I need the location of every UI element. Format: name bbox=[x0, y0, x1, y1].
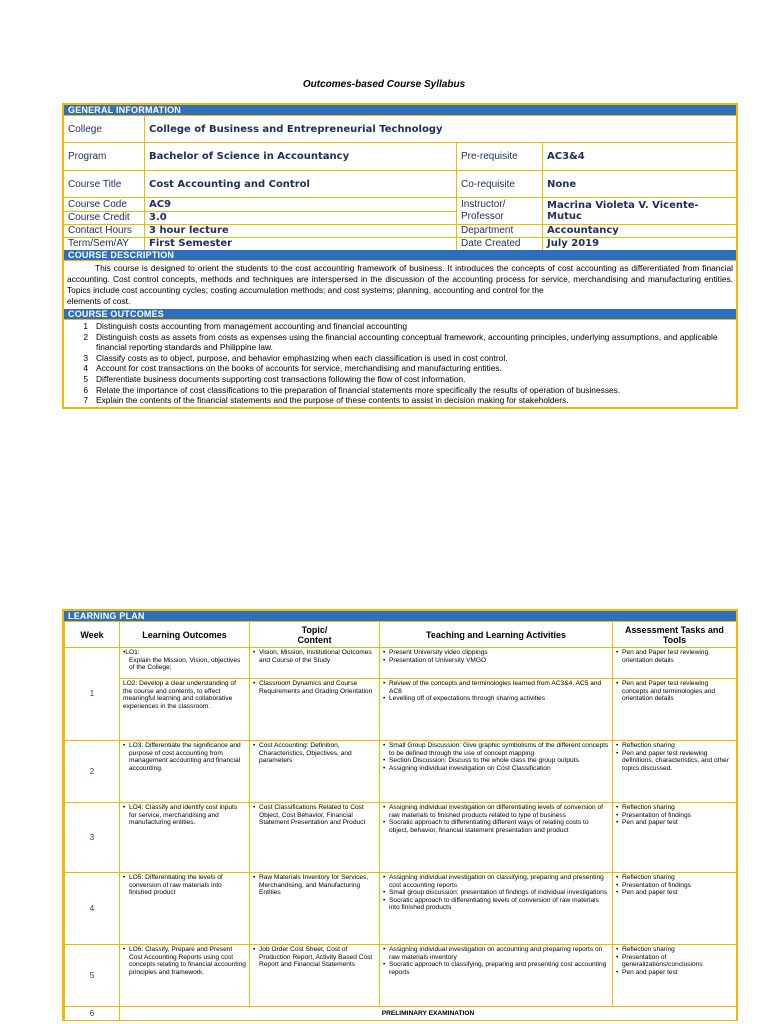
table-row bbox=[65, 945, 737, 1007]
preliminary-exam-cell: PRELIMINARY EXAMINATION bbox=[120, 1007, 737, 1021]
list-item: 1 Distinguish costs accounting from management accounting and financial accounting bbox=[83, 321, 407, 331]
prerequisite-label: Pre-requisite bbox=[456, 143, 542, 170]
program-value: Bachelor of Science in Accountancy bbox=[144, 143, 456, 170]
college-row bbox=[64, 115, 736, 142]
outcome-cell: • LO6: Classify, Prepare and Present Cost Accounting Reports using cost concepts relating to financial accounting principles and framework. bbox=[120, 945, 250, 1007]
assessment-cell: • Reflection sharing • Presentation of findings • Pen and paper test bbox=[613, 803, 737, 873]
assessment-cell: • Reflection sharing • Pen and paper test reviewing definitions, characteristics, and other topics discussed. bbox=[613, 741, 737, 803]
term-label: Term/Sem/AY bbox=[64, 237, 144, 250]
course-code-row bbox=[64, 197, 736, 224]
course-credit-label: Course Credit bbox=[64, 211, 144, 224]
outcome-cell: • LO3: Differentiate the significance and purpose of cost accounting from management accounting and financial accounting. bbox=[120, 741, 250, 803]
assessment-cell: • Pen and Paper test reviewing orientation details bbox=[613, 648, 737, 679]
course-description-header: COURSE DESCRIPTION bbox=[64, 250, 736, 260]
outcome-cell: • LO4: Classify and identify cost inputs for service, merchandising and manufacturing entities. bbox=[120, 803, 250, 873]
activities-cell: • Assigning individual investigation on differentiating levels of conversion of raw materials to finished products related to type of business • Socratic approach to differentiating different ways of relating costs to object, behavior, financial statement presentation and product bbox=[380, 803, 613, 873]
activities-cell: • Review of the concepts and terminologies learned from AC3&4, AC5 and AC6 • Levelling off of expectations through sharing activities bbox=[380, 679, 613, 741]
college-label: College bbox=[68, 123, 102, 135]
document-title: Outcomes-based Course Syllabus bbox=[302, 79, 466, 90]
prerequisite-value: AC3&4 bbox=[542, 143, 736, 170]
topic-cell: • Raw Materials Inventory for Services, Merchandising, and Manufacturing Entities bbox=[250, 873, 380, 945]
department-date-labels bbox=[456, 225, 542, 250]
instructor-value: Macrina Violeta V. Vicente-Mutuc bbox=[542, 198, 736, 224]
list-item: 5 Differentiate business documents supporting cost transactions following the flow of cost information. bbox=[83, 373, 466, 384]
topic-cell: • Job Order Cost Sheet, Cost of Production Report, Activity Based Cost Report and Financial Statements bbox=[250, 945, 380, 1007]
activities-cell: • Small Group Discussion: Give graphic symbolisms of the different concepts to be defined through the use of concept mapping • Section Discussion: Discuss to the whole class the group outputs • Assigning individual investigation on Cost Classification bbox=[380, 741, 613, 803]
course-credit-value: 3.0 bbox=[145, 211, 456, 224]
list-item: 6 Relate the importance of cost classifications to the preparation of financial statements more specifically the results of operation of businesses. bbox=[83, 384, 621, 395]
list-item: 4 Account for cost transactions on the books of accounts for service, merchandising and manufacturing entities. bbox=[83, 363, 502, 374]
contact-hours-row bbox=[64, 224, 736, 250]
learning-plan-table bbox=[62, 609, 738, 1021]
activities-cell: • Present University video clippings • Presentation of University VMGO bbox=[380, 648, 613, 679]
assessment-cell: • Reflection sharing • Presentation of generalizations/conclusions • Pen and paper test bbox=[613, 945, 737, 1007]
term-value: First Semester bbox=[145, 237, 456, 250]
week-cell: 5 bbox=[65, 945, 120, 1007]
program-row bbox=[64, 142, 736, 170]
col-week: Week bbox=[65, 622, 120, 648]
date-created-value: July 2019 bbox=[543, 237, 736, 250]
contact-term-labels bbox=[64, 225, 144, 250]
corequisite-value: None bbox=[542, 171, 736, 197]
department-date-values bbox=[542, 225, 736, 250]
college-value: College of Business and Entrepreneurial Technology bbox=[144, 116, 736, 142]
contact-term-values bbox=[144, 225, 456, 250]
table-row bbox=[65, 1007, 737, 1021]
course-outcomes-header: COURSE OUTCOMES bbox=[64, 309, 736, 319]
week-cell: 3 bbox=[65, 803, 120, 873]
topic-cell: • Cost Classifications Related to Cost Object, Cost Behavior, Financial Statement Presentation and Product bbox=[250, 803, 380, 873]
contact-hours-label: Contact Hours bbox=[68, 225, 132, 236]
week-cell: 4 bbox=[65, 873, 120, 945]
course-title-row bbox=[64, 170, 736, 197]
course-description-text: This course is designed to orient the students to the cost accounting framework of business. It introduces the concepts of cost accounting as differentiated from financial accounting. Cost control concepts, methods and techniques are interspersed in the discussion of the accounting process for service, merchandising and manufacturing entities. Topics include cost accounting cycles; costing accumulation methods; and cost systems; planning, accounting and control for the elements of cost. bbox=[64, 260, 736, 309]
table-header-row bbox=[65, 622, 737, 648]
list-item: 2 Distinguish costs as assets from costs as expenses using the financial accounting conceptual framework, accounting principles, underlying assumptions, and applicable financial reporting standards and Philippine law. bbox=[83, 331, 718, 353]
col-learning-outcomes: Learning Outcomes bbox=[120, 622, 250, 648]
program-label: Program bbox=[68, 151, 107, 162]
corequisite-label: Co-requisite bbox=[456, 171, 542, 197]
week-cell: 1 bbox=[65, 648, 120, 741]
course-outcomes-list bbox=[64, 319, 736, 407]
table-row bbox=[65, 679, 737, 741]
date-created-label: Date Created bbox=[457, 237, 542, 250]
course-code-value: AC9 bbox=[149, 198, 172, 210]
course-code-credit-values bbox=[144, 198, 456, 224]
col-assessment: Assessment Tasks and Tools bbox=[613, 622, 737, 648]
table-row bbox=[65, 648, 737, 679]
table-row bbox=[65, 873, 737, 945]
activities-cell: • Assigning individual investigation on accounting and preparing reports on raw materials inventory • Socratic approach to classifying, preparing and presenting cost accounting reports bbox=[380, 945, 613, 1007]
week-cell: 6 bbox=[65, 1007, 120, 1021]
topic-cell: • Cost Accounting: Definition, Characteristics, Objectives, and parameters bbox=[250, 741, 380, 803]
course-title-label: Course Title bbox=[68, 178, 122, 190]
week-cell: 2 bbox=[65, 741, 120, 803]
learning-plan-header: LEARNING PLAN bbox=[64, 611, 736, 621]
general-information-table bbox=[62, 103, 738, 409]
topic-cell: • Classroom Dynamics and Course Requirements and Grading Orientation bbox=[250, 679, 380, 741]
contact-hours-value: 3 hour lecture bbox=[149, 225, 229, 236]
list-item: 3 Classify costs as to object, purpose, and behavior emphasizing when each classification is used in cost control. bbox=[83, 352, 508, 363]
outcome-cell: •LO1: Explain the Mission, Vision, objectives of the College; bbox=[120, 648, 250, 679]
general-information-header: GENERAL INFORMATION bbox=[64, 105, 736, 115]
assessment-cell: • Pen and Paper test reviewing concepts and terminologies and orientation details bbox=[613, 679, 737, 741]
col-activities: Teaching and Learning Activities bbox=[380, 622, 613, 648]
department-value: Accountancy bbox=[547, 225, 619, 236]
list-item: 7 Explain the contents of the financial statements and the purpose of these contents to assist in decision making for stakeholders. bbox=[83, 395, 569, 406]
course-code-label: Course Code bbox=[68, 198, 127, 210]
instructor-label: Instructor/ Professor bbox=[456, 198, 542, 224]
activities-cell: • Assigning individual investigation on classifying, preparing and presenting cost accounting reports • Small group discussion: presentation of findings of individual investigations • Socratic approach to differentiating levels of conversion of raw materials into finished products bbox=[380, 873, 613, 945]
table-row bbox=[65, 741, 737, 803]
table-row bbox=[65, 803, 737, 873]
course-code-credit-labels bbox=[64, 198, 144, 224]
outcome-cell: • LO5: Differentiating the levels of conversion of raw materials into finished product bbox=[120, 873, 250, 945]
department-label: Department bbox=[461, 225, 514, 236]
course-title-value: Cost Accounting and Control bbox=[144, 171, 456, 197]
topic-cell: • Vision, Mission, Institutional Outcomes and Course of the Study bbox=[250, 648, 380, 679]
assessment-cell: • Reflection sharing • Presentation of findings • Pen and paper test bbox=[613, 873, 737, 945]
col-topic: Topic/ Content bbox=[250, 622, 380, 648]
outcome-cell: LO2: Develop a clear understanding of the course and contents, to effect meaningful learning and collaborative experiences in the classroom. bbox=[120, 679, 250, 741]
